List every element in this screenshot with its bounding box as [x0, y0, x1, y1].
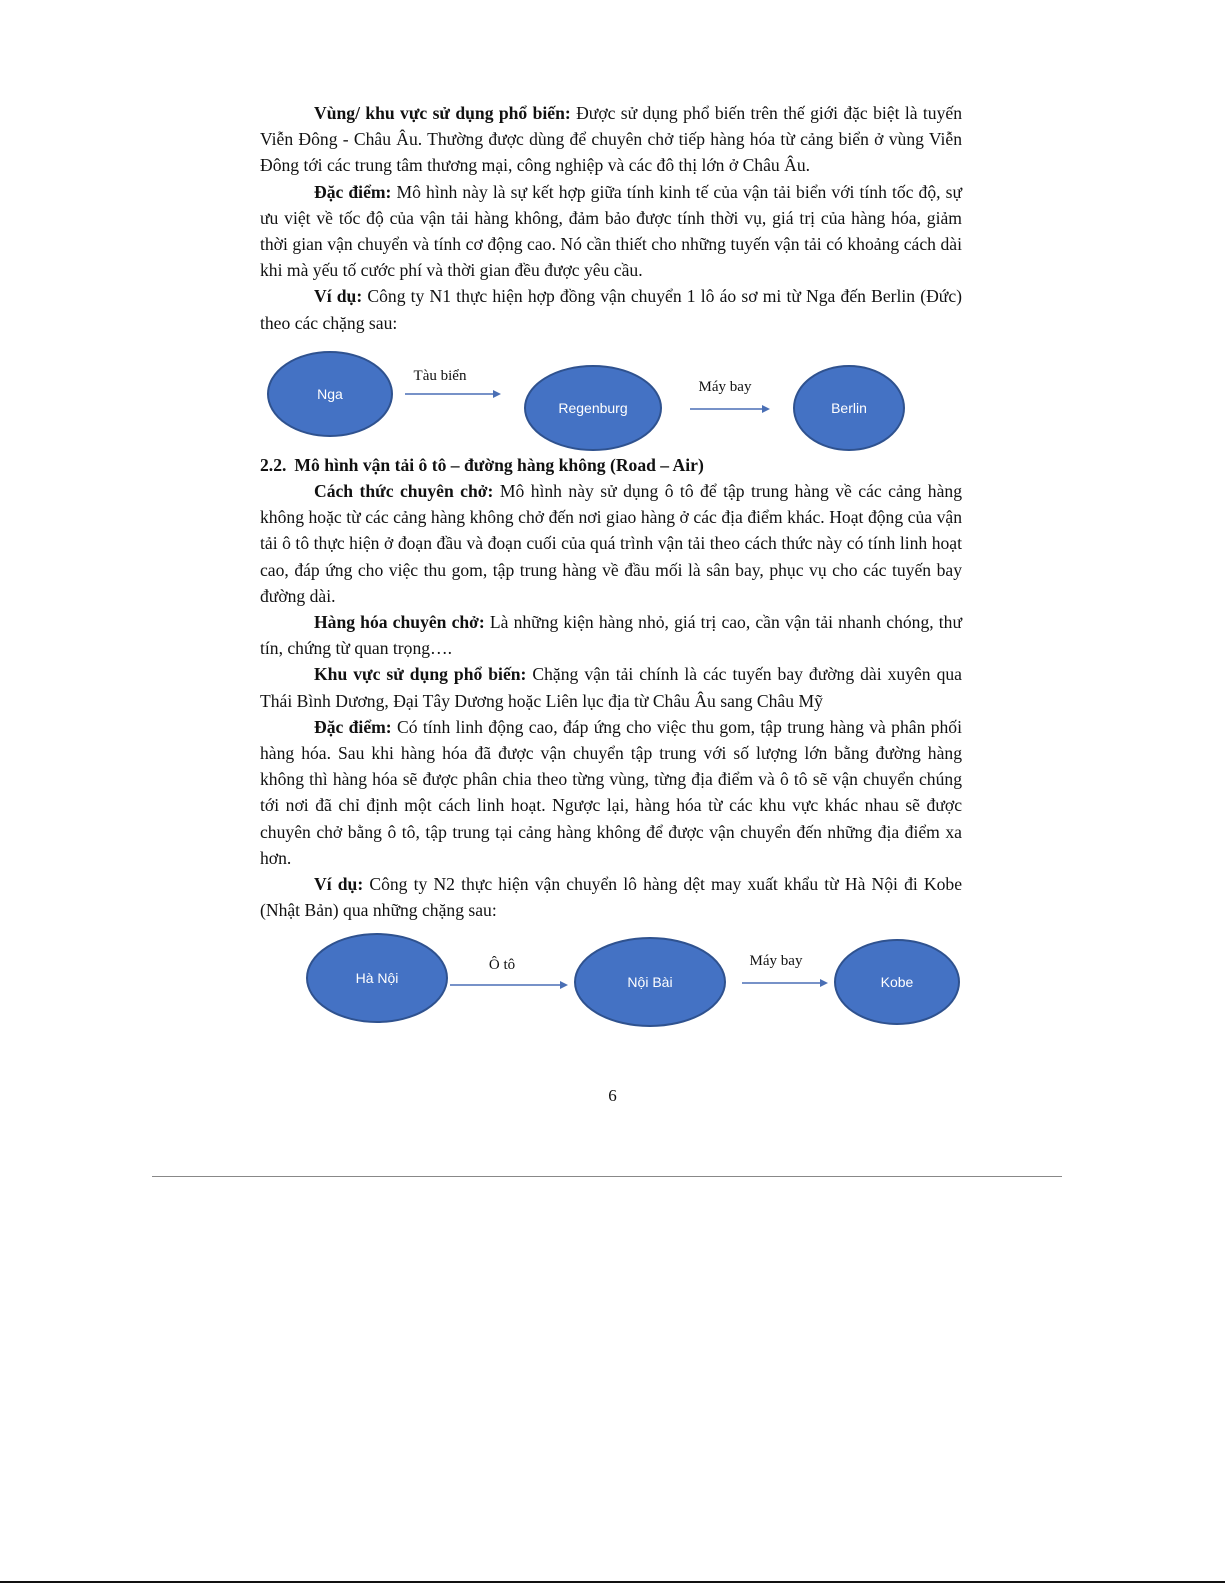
page-number: 6	[608, 1086, 617, 1105]
route-node-label: Berlin	[831, 399, 867, 416]
route-node-label: Nội Bài	[627, 974, 673, 991]
route-diagram-2	[260, 923, 962, 1033]
route-edge-label: Ô tô	[488, 957, 516, 974]
paragraph-example-2	[260, 871, 962, 923]
paragraph-characteristics	[260, 179, 962, 284]
route-edge-label: Máy bay	[749, 953, 803, 970]
route-arrowhead	[560, 981, 568, 989]
paragraph-goods	[260, 609, 962, 661]
paragraph-lead: Đặc điểm:	[314, 181, 392, 202]
route-edge-label: Máy bay	[698, 378, 752, 395]
section-number: 2.2.	[260, 454, 287, 475]
paragraph-example-1	[260, 283, 962, 335]
paragraph-lead: Cách thức chuyên chở:	[314, 481, 494, 502]
paragraph-text: Công ty N1 thực hiện hợp đồng vận chuyển 1 lô áo sơ mi từ Nga đến Berlin (Đức) theo các chặng sau:	[260, 286, 962, 333]
document-body	[260, 100, 962, 1033]
bottom-edge-rule	[0, 1581, 1225, 1583]
paragraph-text: Có tính linh động cao, đáp ứng cho việc thu gom, tập trung hàng và phân phối hàng hóa. Sau khi hàng hóa đã được vận chuyển tập trung với số lượng lớn bằng đường hàng không thì hàng hóa sẽ được phân chia theo từng vùng, từng địa điểm và ô tô sẽ vận chuyển chúng tới nơi đã chỉ định một cách linh hoạt. Ngược lại, hàng hóa từ các khu vực khác nhau sẽ được chuyên chở bằng ô tô, tập trung tại cảng hàng không để được vận chuyển đến những địa điểm xa hơn.	[260, 716, 962, 868]
paragraph-text: Mô hình này sử dụng ô tô để tập trung hàng về các cảng hàng không hoặc từ các cảng hàng không chở đến nơi giao hàng ở các địa điểm khác. Hoạt động của vận tải ô tô thực hiện ở đoạn đầu và đoạn cuối của quá trình vận tải theo cách thức này có tính linh hoạt cao, đáp ứng cho việc thu gom, tập trung hàng về đầu mối là sân bay, phục vụ cho các tuyến bay đường dài.	[260, 481, 962, 606]
route-edge-label: Tàu biển	[413, 367, 467, 384]
paragraph-lead: Ví dụ:	[314, 286, 363, 307]
section-heading	[260, 452, 962, 478]
paragraph-text: Được sử dụng phổ biến trên thế giới đặc biệt là tuyến Viễn Đông - Châu Âu. Thường được dùng để chuyên chở tiếp hàng hóa từ cảng biển ở vùng Viễn Đông tới các trung tâm thương mại, công nghiệp và các đô thị lớn ở Châu Âu.	[260, 103, 962, 176]
paragraph-lead: Hàng hóa chuyên chở:	[314, 612, 485, 633]
route-arrowhead	[762, 405, 770, 413]
paragraph-lead: Vùng/ khu vực sử dụng phổ biến:	[314, 103, 571, 123]
route-arrowhead	[493, 390, 501, 398]
route-node-label: Kobe	[880, 974, 914, 991]
paragraph-features	[260, 714, 962, 871]
paragraph-text: Mô hình này là sự kết hợp giữa tính kinh tế của vận tải biển với tính tốc độ, sự ưu việt về tốc độ của vận tải hàng không, đảm bảo được tính thời vụ, giá trị của hàng hóa, giảm thời gian vận chuyển và tính cơ động cao. Nó cần thiết cho những tuyến vận tải có khoảng cách dài khi mà yếu tố cước phí và thời gian đều được yêu cầu.	[260, 181, 962, 281]
paragraph-text: Công ty N2 thực hiện vận chuyển lô hàng dệt may xuất khẩu từ Hà Nội đi Kobe (Nhật Bản) qua những chặng sau:	[260, 874, 963, 921]
route-node-label: Hà Nội	[355, 970, 399, 987]
section-title: Mô hình vận tải ô tô – đường hàng không (Road – Air)	[294, 454, 704, 475]
page-divider	[152, 1176, 1062, 1177]
route-node-label: Regenburg	[558, 399, 628, 416]
paragraph-common-regions	[260, 100, 962, 179]
paragraph-lead: Đặc điểm:	[314, 716, 392, 737]
route-arrowhead	[820, 979, 828, 987]
paragraph-transport-method	[260, 478, 962, 609]
paragraph-lead: Khu vực sử dụng phổ biến:	[314, 664, 527, 685]
route-diagram-1	[260, 336, 962, 452]
paragraph-text: Là những kiện hàng nhỏ, giá trị cao, cần vận tải nhanh chóng, thư tín, chứng từ quan trọng….	[260, 612, 963, 659]
route-node-label: Nga	[317, 385, 343, 402]
paragraph-text: Chặng vận tải chính là các tuyến bay đường dài xuyên qua Thái Bình Dương, Đại Tây Dương hoặc Liên lục địa từ Châu Âu sang Châu Mỹ	[260, 664, 962, 711]
paragraph-regions	[260, 661, 962, 713]
paragraph-lead: Ví dụ:	[314, 874, 364, 895]
